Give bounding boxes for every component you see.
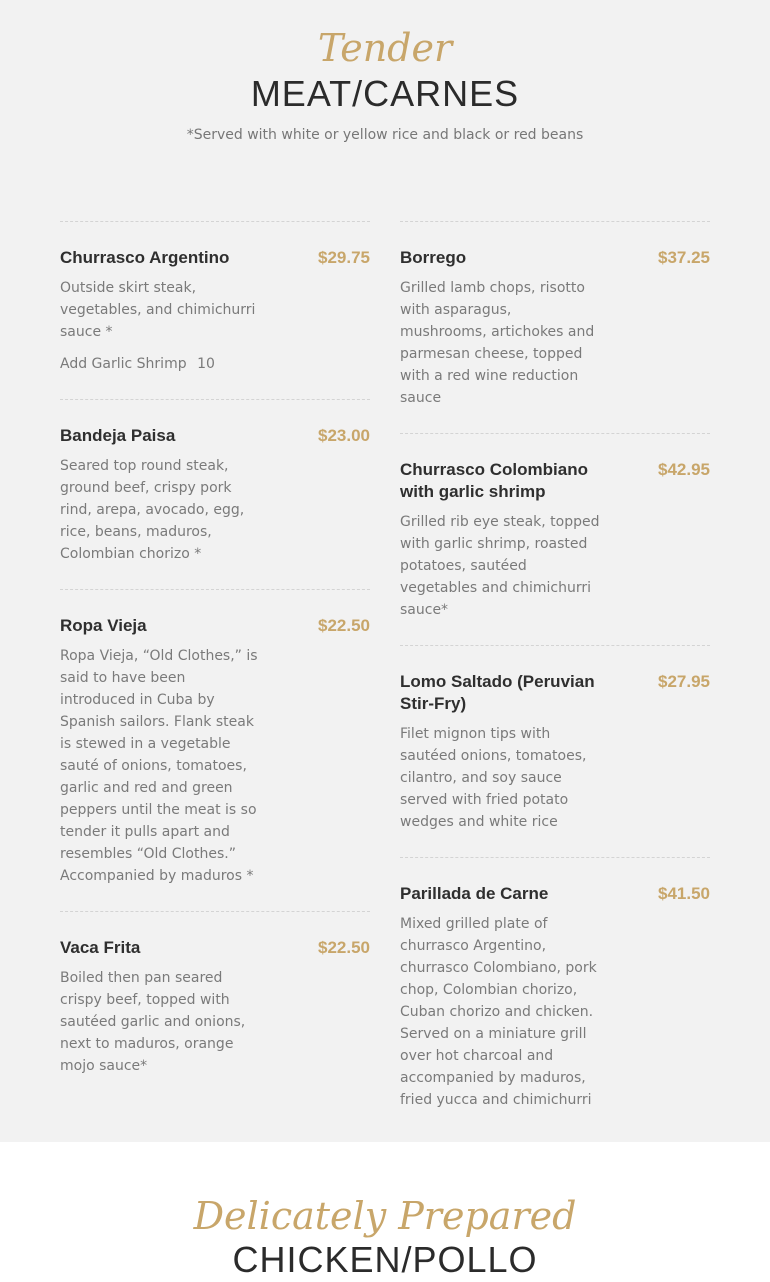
addon-label: Add Garlic Shrimp <box>60 356 187 372</box>
menu-item-description: Seared top round steak, ground beef, crispy pork rind, arepa, avocado, egg, rice, beans, maduros, Colombian chorizo * <box>60 458 245 562</box>
menu-item-description: Boiled then pan seared crispy beef, topped with sautéed garlic and onions, next to maduros, orange mojo sauce* <box>60 970 246 1074</box>
menu-item <box>400 433 710 645</box>
menu-item-description: Grilled rib eye steak, topped with garlic shrimp, roasted potatoes, sautéed vegetables and chimichurri sauce* <box>400 514 600 618</box>
menu-item-name: Lomo Saltado (Peruvian Stir-Fry) <box>400 672 595 713</box>
meat-section-title: MEAT/CARNES <box>250 73 520 114</box>
menu-item-description: Ropa Vieja, “Old Clothes,” is said to have been introduced in Cuba by Spanish sailors. Flank steak is stewed in a vegetable sauté of onions, tomatoes, garlic and red and green peppers until the meat is so tender it pulls apart and resembles “Old Clothes.” Accompanied by maduros * <box>60 648 258 884</box>
chicken-section-title: CHICKEN/POLLO <box>232 1239 538 1280</box>
menu-item-description: Outside skirt steak, vegetables, and chimichurri sauce * <box>60 280 256 340</box>
menu-item-price: $42.95 <box>658 460 710 479</box>
menu-item <box>60 221 370 399</box>
menu-column-right <box>400 221 710 1135</box>
addon-price: 10 <box>197 356 215 372</box>
menu-item-name: Churrasco Argentino <box>60 248 230 267</box>
menu-item-price: $27.95 <box>658 672 710 691</box>
menu-item <box>400 221 710 433</box>
menu-item-name: Churrasco Colombiano with garlic shrimp <box>400 460 588 501</box>
chicken-script-title: Delicately Prepared <box>193 1194 577 1238</box>
menu-item <box>60 911 370 1101</box>
chicken-section <box>0 1142 770 1280</box>
menu-item-price: $23.00 <box>318 426 370 445</box>
menu-item-addon <box>60 353 370 375</box>
meat-script-title: Tender <box>317 26 453 70</box>
menu-column-left <box>60 221 370 1101</box>
menu-item-description: Grilled lamb chops, risotto with asparagus, mushrooms, artichokes and parmesan cheese, topped with a red wine reduction sauce <box>400 280 595 406</box>
meat-section-subtitle: *Served with white or yellow rice and black or red beans <box>186 127 584 143</box>
menu-item-name: Vaca Frita <box>60 938 141 957</box>
menu-item-price: $22.50 <box>318 616 370 635</box>
menu-item-price: $22.50 <box>318 938 370 957</box>
menu-item-price: $29.75 <box>318 248 370 267</box>
menu-item <box>60 589 370 911</box>
menu-item-name: Ropa Vieja <box>60 616 147 635</box>
menu-item-name: Bandeja Paisa <box>60 426 176 445</box>
menu-item <box>400 645 710 857</box>
menu-item-name: Borrego <box>400 248 467 267</box>
menu-item-price: $41.50 <box>658 884 710 903</box>
menu-item-description: Mixed grilled plate of churrasco Argentino, churrasco Colombiano, pork chop, Colombian chorizo, Cuban chorizo and chicken. Served on a miniature grill over hot charcoal and accompanied by maduros, fried yucca and chimichurri <box>400 916 597 1108</box>
menu-item-name: Parillada de Carne <box>400 884 549 903</box>
menu-item-description: Filet mignon tips with sautéed onions, tomatoes, cilantro, and soy sauce served with fried potato wedges and white rice <box>400 726 587 830</box>
menu-item <box>60 399 370 589</box>
menu-item-price: $37.25 <box>658 248 710 267</box>
menu-item <box>400 857 710 1135</box>
